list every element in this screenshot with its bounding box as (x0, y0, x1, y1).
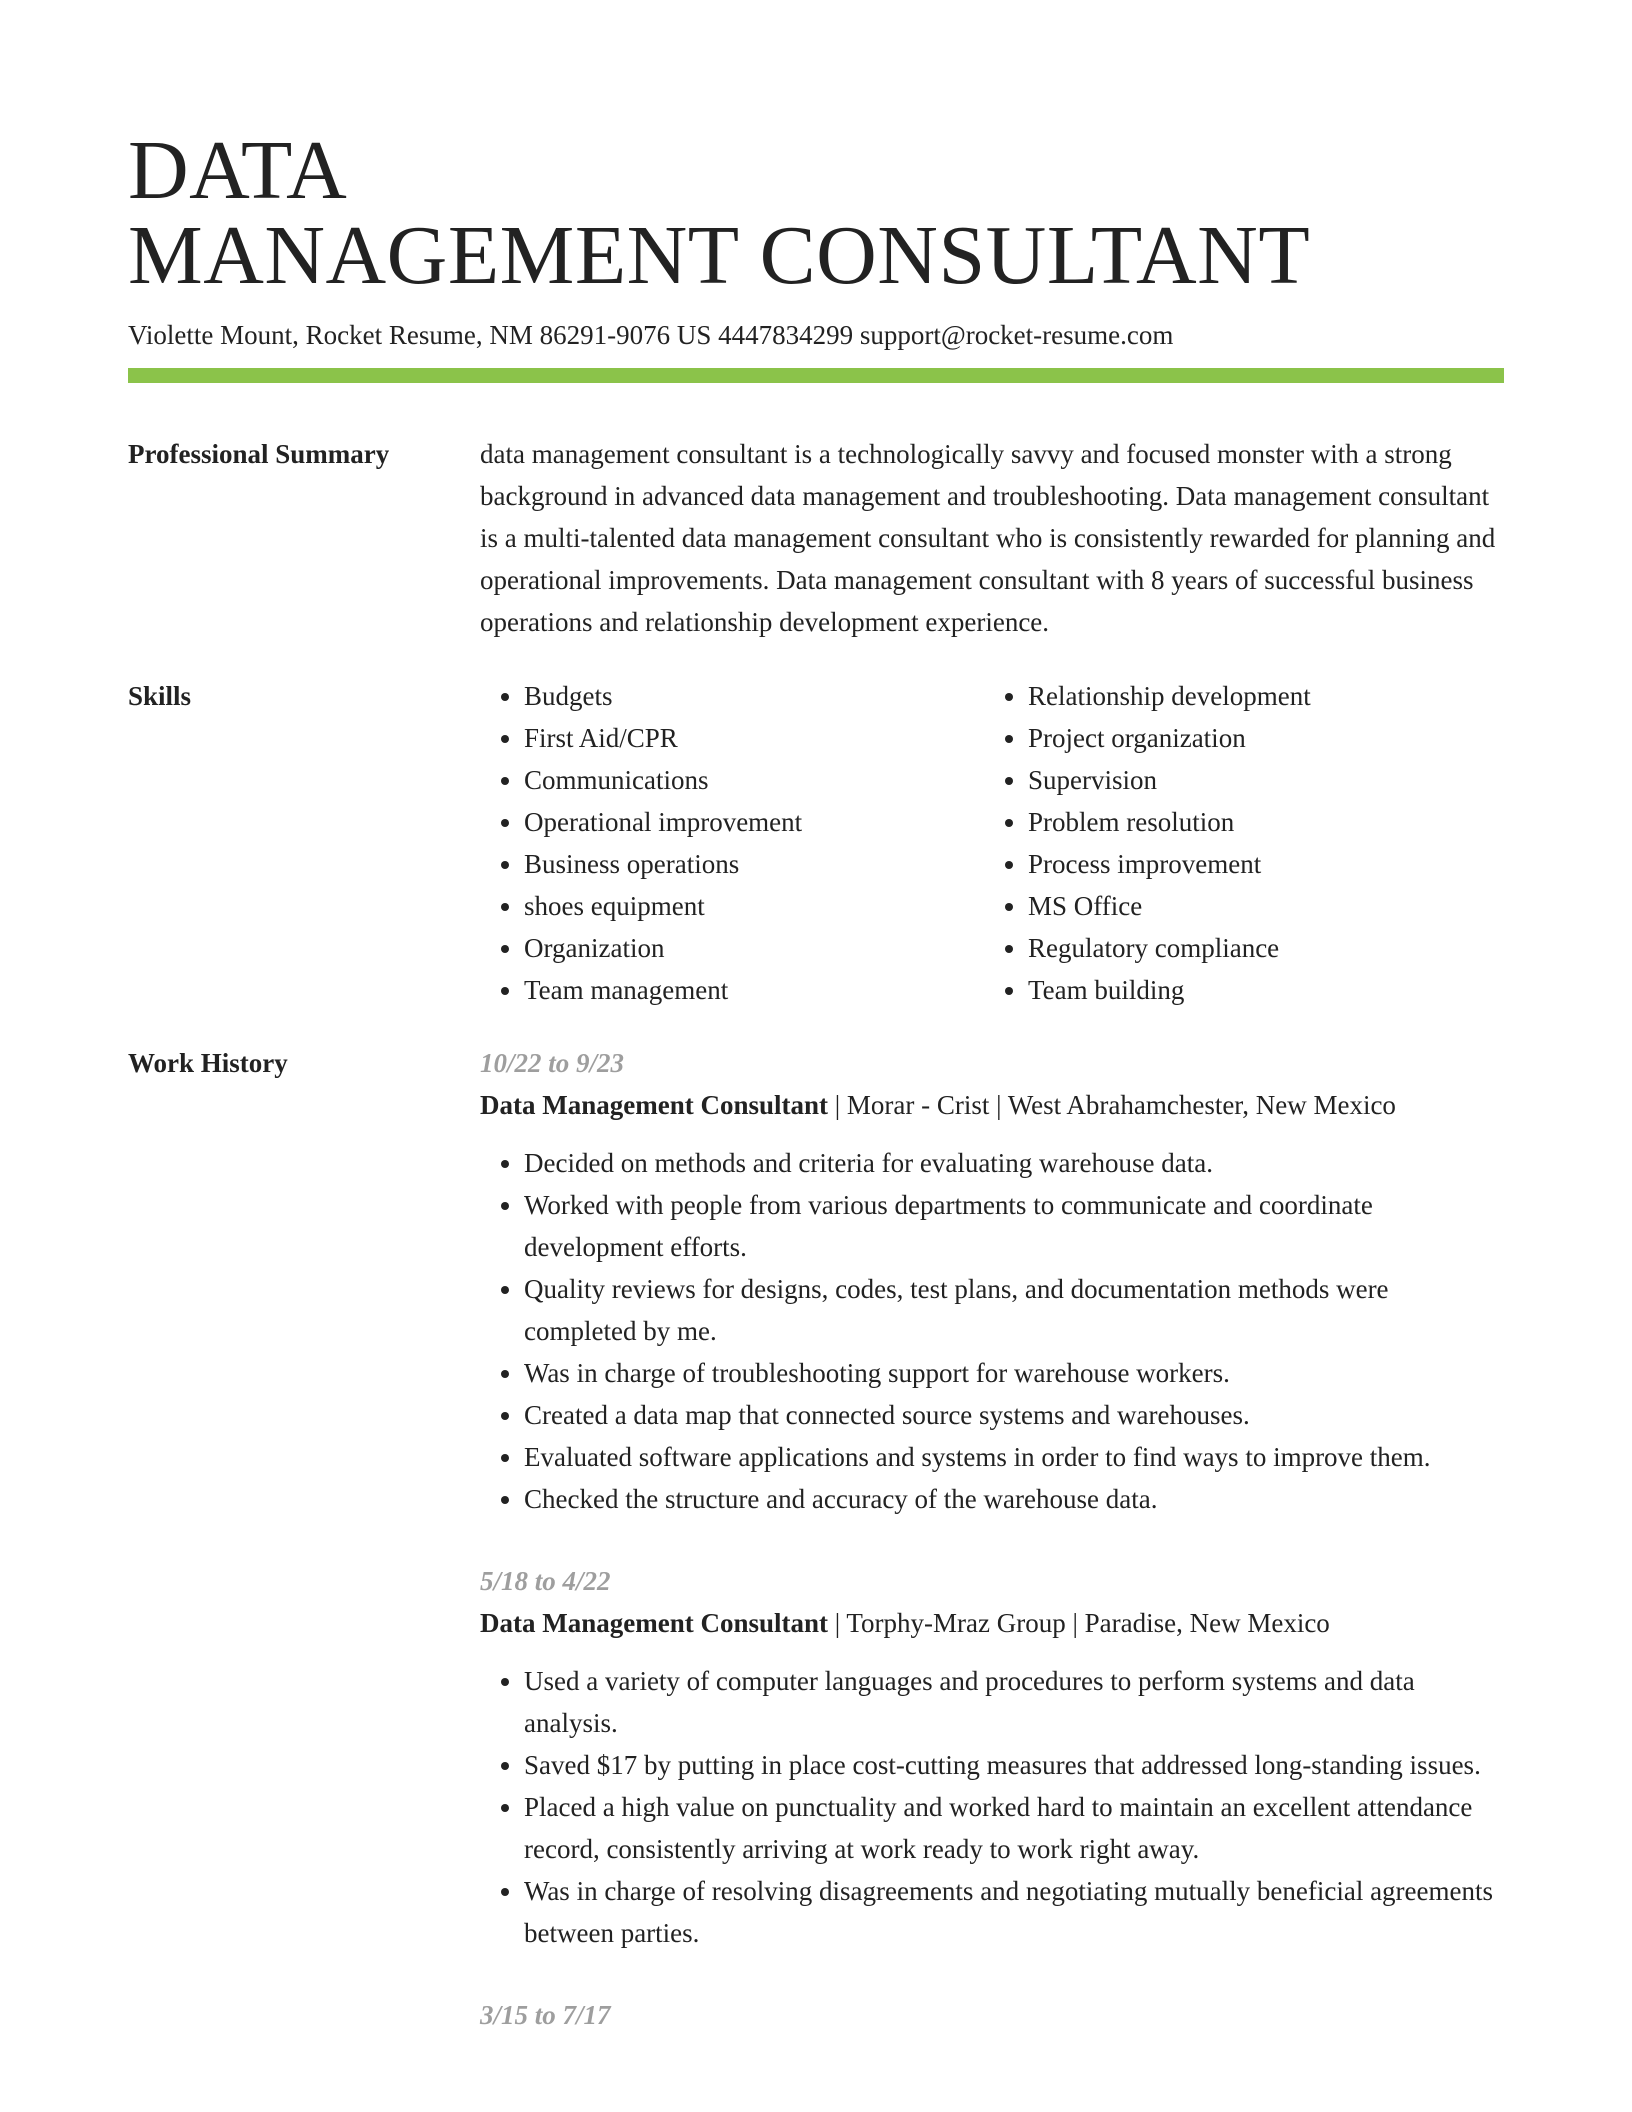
job-dates: 10/22 to 9/23 (480, 1048, 625, 1078)
job-bullet: • Was in charge of troubleshooting support for warehouse workers. (524, 1352, 1504, 1394)
skill-item: • Team building (1028, 969, 1488, 1011)
work-history-label: Work History (128, 1048, 288, 1078)
job-dates: 5/18 to 4/22 (480, 1566, 611, 1596)
title-line-2: MANAGEMENT CONSULTANT (128, 209, 1311, 302)
skill-item: • Communications (524, 759, 984, 801)
job-bullet: • Placed a high value on punctuality and worked hard to maintain an excellent attendance record, consistently arriving at work ready to work right away. (524, 1786, 1504, 1870)
skills-grid (480, 675, 1504, 1011)
job-bullet: • Worked with people from various departments to communicate and coordinate development efforts. (524, 1184, 1504, 1268)
job-bullets (480, 1142, 1504, 1520)
job-bullet: • Evaluated software applications and systems in order to find ways to improve them. (524, 1436, 1504, 1478)
title-line-1: DATA (128, 124, 348, 217)
job-dates: 3/15 to 7/17 (480, 2000, 611, 2030)
skill-item: • Project organization (1028, 717, 1488, 759)
job-entry (480, 1560, 1504, 1954)
work-history-section (128, 1042, 1504, 2076)
skill-item: • shoes equipment (524, 885, 984, 927)
contact-name: Violette Mount, (128, 320, 299, 350)
skill-item: • Budgets (524, 675, 984, 717)
contact-company: Rocket Resume, (305, 320, 483, 350)
job-title: Data Management Consultant (480, 1090, 828, 1120)
skills-label: Skills (128, 681, 192, 711)
work-history-body (480, 1042, 1504, 2076)
job-company: | Torphy-Mraz Group (828, 1608, 1066, 1638)
skill-item: • First Aid/CPR (524, 717, 984, 759)
resume-page (128, 124, 1504, 2076)
skill-item: • MS Office (1028, 885, 1488, 927)
contact-email: support@rocket-resume.com (859, 320, 1174, 350)
skills-list-right (984, 675, 1488, 1011)
job-bullets (480, 1660, 1504, 1954)
skill-item: • Team management (524, 969, 984, 1011)
skill-item: • Problem resolution (1028, 801, 1488, 843)
summary-label: Professional Summary (128, 439, 390, 469)
job-title-line (480, 1084, 1504, 1126)
job-bullet: • Created a data map that connected source systems and warehouses. (524, 1394, 1504, 1436)
skill-item: • Business operations (524, 843, 984, 885)
job-bullet: • Saved $17 by putting in place cost-cutting measures that addressed long-standing issues. (524, 1744, 1504, 1786)
accent-divider (128, 368, 1504, 383)
skill-item: • Process improvement (1028, 843, 1488, 885)
skills-list-left (480, 675, 984, 1011)
job-entry (480, 1994, 1504, 2036)
skills-section (128, 675, 1504, 1011)
job-entry (480, 1042, 1504, 1520)
contact-location: NM 86291-9076 US (489, 320, 712, 350)
job-bullet: • Quality reviews for designs, codes, test plans, and documentation methods were completed by me. (524, 1268, 1504, 1352)
skill-item: • Organization (524, 927, 984, 969)
summary-section (128, 433, 1504, 643)
job-company: | Morar - Crist (828, 1090, 989, 1120)
resume-title (128, 124, 1504, 302)
skill-item: • Relationship development (1028, 675, 1488, 717)
contact-phone: 4447834299 (718, 320, 854, 350)
job-location: | Paradise, New Mexico (1066, 1608, 1330, 1638)
summary-text: data management consultant is a technologically savvy and focused monster with a strong background in advanced data management and troubleshooting. Data management consultant is a multi-talented data management consultant who is consistently rewarded for planning and operational improvements. Data management consultant with 8 years of successful business operations and relationship development experience. (480, 439, 1496, 637)
skill-item: • Operational improvement (524, 801, 984, 843)
job-bullet: • Used a variety of computer languages and procedures to perform systems and data analysis. (524, 1660, 1504, 1744)
job-title: Data Management Consultant (480, 1608, 828, 1638)
job-bullet: • Was in charge of resolving disagreements and negotiating mutually beneficial agreements between parties. (524, 1870, 1504, 1954)
job-title-line (480, 1602, 1504, 1644)
job-location: | West Abrahamchester, New Mexico (989, 1090, 1396, 1120)
contact-line (128, 318, 1504, 352)
job-bullet: • Checked the structure and accuracy of the warehouse data. (524, 1478, 1504, 1520)
job-bullet: • Decided on methods and criteria for evaluating warehouse data. (524, 1142, 1504, 1184)
skill-item: • Regulatory compliance (1028, 927, 1488, 969)
skill-item: • Supervision (1028, 759, 1488, 801)
